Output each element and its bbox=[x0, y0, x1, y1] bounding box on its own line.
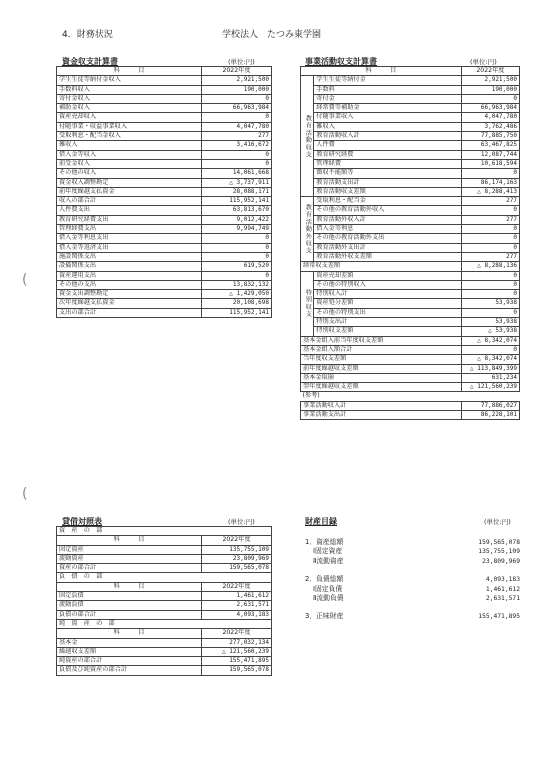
table-row bbox=[301, 252, 520, 261]
row-value: 2,921,500 bbox=[202, 76, 272, 85]
row-value: 277 bbox=[202, 132, 272, 141]
row-label: 教育活動収入計 bbox=[314, 132, 462, 141]
row-label: 資金収入調整勘定 bbox=[57, 178, 202, 187]
row-value: 2,631,571 bbox=[202, 601, 272, 610]
row-value: 13,832,132 bbox=[202, 280, 272, 289]
reference-header-row bbox=[301, 392, 520, 401]
row-value: 619,520 bbox=[202, 262, 272, 271]
row-value: 53,938 bbox=[461, 299, 519, 308]
row-value: 277 bbox=[461, 197, 519, 206]
table-row bbox=[57, 169, 272, 178]
group-label: 教育活動外収支 bbox=[301, 197, 314, 262]
inventory-row bbox=[305, 538, 520, 547]
row-label: 1．資産総額 bbox=[305, 538, 344, 546]
summary-row bbox=[301, 345, 520, 354]
row-value: 0 bbox=[202, 159, 272, 168]
row-value: 2,631,571 bbox=[485, 595, 520, 603]
row-value: 155,471,895 bbox=[202, 657, 272, 666]
row-value: △ 53,938 bbox=[461, 327, 519, 336]
row-value: 0 bbox=[202, 243, 272, 252]
row-value: 0 bbox=[461, 225, 519, 234]
row-label: Ⅰ固定資産 bbox=[313, 547, 343, 556]
row-value: 10,618,594 bbox=[461, 159, 519, 168]
inventory-row bbox=[305, 575, 520, 584]
reference-row bbox=[301, 401, 520, 410]
row-label: 教育活動外収支差額 bbox=[314, 252, 462, 261]
row-value: △ 8,288,136 bbox=[461, 262, 519, 271]
table-row bbox=[301, 159, 520, 168]
row-value: △ 1,429,050 bbox=[202, 290, 272, 299]
row-label: 教育活動外収入計 bbox=[314, 215, 462, 224]
row-label: 受取利息・配当金収入 bbox=[57, 132, 202, 141]
section-header-row bbox=[57, 573, 272, 582]
row-label: 支出の部合計 bbox=[57, 308, 202, 317]
row-value: 23,809,969 bbox=[202, 554, 272, 563]
table-row bbox=[57, 85, 272, 94]
row-label: 設備関係支出 bbox=[57, 262, 202, 271]
row-value: 0 bbox=[461, 308, 519, 317]
table-row bbox=[301, 178, 520, 187]
row-value: 63,467,825 bbox=[461, 141, 519, 150]
row-value: 86,174,163 bbox=[461, 178, 519, 187]
table-row bbox=[301, 215, 520, 224]
row-value: 115,952,141 bbox=[202, 197, 272, 206]
row-value: 14,061,668 bbox=[202, 169, 272, 178]
row-value: 4,093,183 bbox=[202, 610, 272, 619]
section-header: 負 債 の 部 bbox=[57, 573, 272, 582]
column-header-row bbox=[57, 629, 272, 638]
row-value: 77,886,027 bbox=[461, 401, 519, 410]
row-value: 0 bbox=[202, 271, 272, 280]
table-row bbox=[57, 554, 272, 563]
row-value: 0 bbox=[461, 169, 519, 178]
row-value: 53,938 bbox=[461, 318, 519, 327]
table-row bbox=[301, 197, 520, 206]
reference-row bbox=[301, 410, 520, 419]
activity-unit-label: (単位:円) bbox=[470, 58, 497, 66]
row-label: 教育活動支出計 bbox=[314, 178, 462, 187]
row-label: 補助金収入 bbox=[57, 104, 202, 113]
row-value: 66,963,984 bbox=[202, 104, 272, 113]
row-value: 3,762,486 bbox=[461, 122, 519, 131]
row-label: 管理経費支出 bbox=[57, 225, 202, 234]
row-label: 次年度繰越支払資金 bbox=[57, 299, 202, 308]
row-value: 0 bbox=[202, 150, 272, 159]
row-label: その他の特別収入 bbox=[314, 280, 462, 289]
row-label: 事業活動支出計 bbox=[301, 410, 462, 419]
column-header: 科 目 bbox=[57, 582, 202, 591]
table-row bbox=[301, 234, 520, 243]
table-row bbox=[57, 187, 272, 196]
row-value: 1,461,612 bbox=[485, 585, 520, 593]
table-row bbox=[57, 592, 272, 601]
table-row bbox=[57, 262, 272, 271]
table-row bbox=[57, 178, 272, 187]
row-label: 寄付金収入 bbox=[57, 94, 202, 103]
row-value: △ 113,849,399 bbox=[461, 364, 519, 373]
summary-row bbox=[301, 383, 520, 392]
table-row bbox=[301, 318, 520, 327]
table-row bbox=[301, 132, 520, 141]
row-value: △ 8,288,413 bbox=[461, 187, 519, 196]
table-row bbox=[301, 225, 520, 234]
row-label: 資産売却差額 bbox=[314, 271, 462, 280]
row-value: 190,000 bbox=[461, 85, 519, 94]
table-row bbox=[301, 206, 520, 215]
row-label: 資産処分差額 bbox=[314, 299, 462, 308]
row-label: 固定負債 bbox=[57, 592, 202, 601]
row-label: 手数料収入 bbox=[57, 85, 202, 94]
row-value: 77,885,750 bbox=[461, 132, 519, 141]
activity-statement-table bbox=[300, 66, 520, 420]
row-value: 9,994,749 bbox=[202, 225, 272, 234]
section-header: 純 資 産 の 部 bbox=[57, 619, 272, 628]
inventory-title: 財産目録 bbox=[305, 517, 337, 526]
row-value: 2,921,500 bbox=[461, 76, 519, 85]
row-label: 基本金 bbox=[57, 638, 202, 647]
table-row bbox=[57, 141, 272, 150]
row-label: 純資産の部合計 bbox=[57, 657, 202, 666]
row-value: 115,952,141 bbox=[202, 308, 272, 317]
row-value: 23,809,969 bbox=[482, 557, 520, 565]
row-value: 9,012,422 bbox=[202, 215, 272, 224]
table-row bbox=[301, 327, 520, 336]
column-header: 2022年度 bbox=[202, 629, 272, 638]
row-value: 20,108,698 bbox=[202, 299, 272, 308]
row-label: その他の収入 bbox=[57, 169, 202, 178]
row-label: 基本金組入前当年度収支差額 bbox=[301, 336, 462, 345]
inventory-row bbox=[305, 547, 520, 556]
row-label: Ⅱ流動資産 bbox=[313, 556, 344, 565]
row-value: △ 8,342,074 bbox=[461, 336, 519, 345]
row-label: 特別支出計 bbox=[314, 318, 462, 327]
summary-row bbox=[301, 373, 520, 382]
row-label: 人件費支出 bbox=[57, 206, 202, 215]
row-value: △ 8,342,074 bbox=[461, 355, 519, 364]
table-row bbox=[57, 545, 272, 554]
table-row bbox=[57, 132, 272, 141]
row-value: 0 bbox=[202, 94, 272, 103]
binder-hole-mark: ( bbox=[22, 486, 28, 502]
row-label: 負債及び純資産の部合計 bbox=[57, 666, 202, 675]
table-row bbox=[57, 104, 272, 113]
row-label: 借入金等利息 bbox=[314, 225, 462, 234]
table-row bbox=[57, 638, 272, 647]
row-label: Ⅰ固定負債 bbox=[313, 584, 343, 593]
cash-unit-label: (単位:円) bbox=[228, 58, 255, 66]
row-value: 0 bbox=[202, 113, 272, 122]
row-label: 徴収不能額等 bbox=[314, 169, 462, 178]
column-header-row bbox=[57, 582, 272, 591]
total-row bbox=[57, 564, 272, 573]
row-label: 雑収入 bbox=[57, 141, 202, 150]
table-row bbox=[301, 187, 520, 196]
row-value: 12,087,744 bbox=[461, 150, 519, 159]
balance-unit-label: (単位:円) bbox=[228, 518, 255, 526]
row-value: △ 121,560,239 bbox=[461, 383, 519, 392]
row-value: 0 bbox=[461, 280, 519, 289]
row-label: 翌年度繰越収支差額 bbox=[301, 383, 462, 392]
row-label: 人件費 bbox=[314, 141, 462, 150]
row-label: 事業活動収入計 bbox=[301, 401, 462, 410]
row-label: 学生生徒等納付金 bbox=[314, 76, 462, 85]
column-header: 2022年度 bbox=[202, 536, 272, 545]
row-value: 0 bbox=[461, 290, 519, 299]
cash-statement-table bbox=[56, 66, 272, 318]
table-row bbox=[301, 299, 520, 308]
row-value: 3,416,672 bbox=[202, 141, 272, 150]
table-row bbox=[57, 122, 272, 131]
table-row bbox=[57, 601, 272, 610]
reference-label: (参考) bbox=[301, 392, 520, 401]
table-row bbox=[301, 243, 520, 252]
row-value: 4,093,183 bbox=[485, 576, 520, 584]
spacer bbox=[305, 566, 520, 575]
ordinary-balance-row bbox=[301, 262, 520, 271]
section-heading: 4．財務状況 bbox=[62, 30, 113, 40]
row-label: 資産売却収入 bbox=[57, 113, 202, 122]
table-row bbox=[57, 206, 272, 215]
row-value: 0 bbox=[202, 252, 272, 261]
table-row bbox=[301, 290, 520, 299]
total-row bbox=[57, 197, 272, 206]
row-value: 1,461,612 bbox=[202, 592, 272, 601]
grand-total-row bbox=[57, 666, 272, 675]
total-row bbox=[57, 657, 272, 666]
column-header: 2022年度 bbox=[461, 67, 519, 76]
row-label: 管理経費 bbox=[314, 159, 462, 168]
group-label: 特別収支 bbox=[301, 271, 314, 336]
row-label: 借入金等利息支出 bbox=[57, 234, 202, 243]
summary-row bbox=[301, 355, 520, 364]
table-row bbox=[57, 159, 272, 168]
row-label: その他の支出 bbox=[57, 280, 202, 289]
row-label: 資産の部合計 bbox=[57, 564, 202, 573]
row-label: その他の教育活動外支出 bbox=[314, 234, 462, 243]
row-label: 経常収支差額 bbox=[301, 262, 462, 271]
row-label: その他の特別支出 bbox=[314, 308, 462, 317]
table-row bbox=[301, 122, 520, 131]
column-header: 科 目 bbox=[57, 629, 202, 638]
balance-sheet-title: 貸借対照表 bbox=[62, 517, 102, 526]
column-header: 2022年度 bbox=[202, 67, 272, 76]
row-label: 収入の部合計 bbox=[57, 197, 202, 206]
row-value: △ 121,560,239 bbox=[202, 647, 272, 656]
row-value: 0 bbox=[461, 345, 519, 354]
row-label: 寄付金 bbox=[314, 94, 462, 103]
row-value: 277 bbox=[461, 252, 519, 261]
row-label: 流動資産 bbox=[57, 554, 202, 563]
row-value: 4,047,780 bbox=[202, 122, 272, 131]
row-label: 借入金等収入 bbox=[57, 150, 202, 159]
activity-statement-title: 事業活動収支計算書 bbox=[305, 57, 377, 66]
table-row bbox=[301, 94, 520, 103]
row-label: 前年度繰越収支差額 bbox=[301, 364, 462, 373]
table-row bbox=[57, 76, 272, 85]
summary-row bbox=[301, 336, 520, 345]
row-value: 155,471,895 bbox=[478, 613, 520, 621]
row-label: 付随事業収入 bbox=[314, 113, 462, 122]
row-label: 資金支出調整勘定 bbox=[57, 290, 202, 299]
row-label: 固定資産 bbox=[57, 545, 202, 554]
inventory-row bbox=[305, 612, 520, 621]
row-value: 277,032,134 bbox=[202, 638, 272, 647]
row-label: 経常費等補助金 bbox=[314, 104, 462, 113]
table-row bbox=[57, 150, 272, 159]
table-row bbox=[301, 169, 520, 178]
row-label: 基本金組入額合計 bbox=[301, 345, 462, 354]
column-header: 2022年度 bbox=[202, 582, 272, 591]
section-header-row bbox=[57, 527, 272, 536]
row-label: 前年度繰越支払資金 bbox=[57, 187, 202, 196]
table-row bbox=[57, 225, 272, 234]
row-label: 特別収入計 bbox=[314, 290, 462, 299]
column-header: 科 目 bbox=[301, 67, 462, 76]
row-value: 63,813,670 bbox=[202, 206, 272, 215]
row-value: 277 bbox=[461, 215, 519, 224]
table-row bbox=[57, 271, 272, 280]
row-label: 繰越収支差額 bbox=[57, 647, 202, 656]
table-row bbox=[301, 85, 520, 94]
row-label: 資産運用支出 bbox=[57, 271, 202, 280]
organization-name: 学校法人 たつみ東学園 bbox=[222, 30, 322, 40]
table-row bbox=[301, 308, 520, 317]
table-row bbox=[57, 280, 272, 289]
table-row bbox=[57, 243, 272, 252]
row-label: その他の教育活動外収入 bbox=[314, 206, 462, 215]
row-value: 159,565,078 bbox=[478, 539, 520, 546]
row-value: △ 3,737,911 bbox=[202, 178, 272, 187]
row-label: 施設関係支出 bbox=[57, 252, 202, 261]
row-label: 特別収支差額 bbox=[314, 327, 462, 336]
row-value: 190,000 bbox=[202, 85, 272, 94]
row-value: 0 bbox=[461, 94, 519, 103]
row-value: 0 bbox=[461, 243, 519, 252]
balance-sheet-table bbox=[56, 526, 272, 676]
row-value: 28,088,171 bbox=[202, 187, 272, 196]
row-value: 4,047,780 bbox=[461, 113, 519, 122]
row-label: 手数料 bbox=[314, 85, 462, 94]
row-label: 2．負債総額 bbox=[305, 575, 344, 584]
total-row bbox=[57, 308, 272, 317]
column-header: 科 目 bbox=[57, 536, 202, 545]
group-label: 教育活動収支 bbox=[301, 76, 314, 197]
row-label: 流動負債 bbox=[57, 601, 202, 610]
inventory-unit-label: (単位:円) bbox=[484, 518, 511, 526]
binder-hole-mark: ( bbox=[22, 272, 28, 288]
inventory-list bbox=[305, 538, 520, 622]
section-header: 資 産 の 部 bbox=[57, 527, 272, 536]
table-row bbox=[301, 104, 520, 113]
row-label: 負債の部合計 bbox=[57, 610, 202, 619]
table-row bbox=[301, 113, 520, 122]
row-label: 受取利息・配当金 bbox=[314, 197, 462, 206]
cash-statement-title: 資金収支計算書 bbox=[62, 57, 118, 66]
table-row bbox=[57, 94, 272, 103]
section-header-row bbox=[57, 619, 272, 628]
row-label: 当年度収支差額 bbox=[301, 355, 462, 364]
row-label: 教育研究経費支出 bbox=[57, 215, 202, 224]
row-value: 631,234 bbox=[461, 373, 519, 382]
table-row bbox=[301, 280, 520, 289]
row-label: 学生生徒等納付金収入 bbox=[57, 76, 202, 85]
summary-row bbox=[301, 364, 520, 373]
row-value: 135,755,109 bbox=[202, 545, 272, 554]
table-row bbox=[301, 76, 520, 85]
inventory-row bbox=[305, 594, 520, 603]
inventory-row bbox=[305, 557, 520, 566]
total-row bbox=[57, 610, 272, 619]
row-label: 教育研究経費 bbox=[314, 150, 462, 159]
table-row bbox=[57, 113, 272, 122]
row-label: Ⅱ流動負債 bbox=[313, 594, 344, 603]
row-value: 135,755,109 bbox=[478, 548, 520, 556]
row-label: 借入金等返済支出 bbox=[57, 243, 202, 252]
table-row bbox=[301, 150, 520, 159]
row-value: 66,963,984 bbox=[461, 104, 519, 113]
table-row bbox=[57, 299, 272, 308]
column-header-row bbox=[57, 536, 272, 545]
table-row bbox=[57, 252, 272, 261]
row-value: 0 bbox=[461, 206, 519, 215]
row-label: 雑収入 bbox=[314, 122, 462, 131]
row-value: 159,565,078 bbox=[202, 666, 272, 675]
row-label: 前受金収入 bbox=[57, 159, 202, 168]
row-label: 3．正味財産 bbox=[305, 612, 344, 621]
table-row bbox=[57, 215, 272, 224]
row-value: 0 bbox=[461, 271, 519, 280]
table-row bbox=[57, 647, 272, 656]
row-value: 0 bbox=[461, 234, 519, 243]
row-value: 86,228,101 bbox=[461, 410, 519, 419]
table-row bbox=[57, 290, 272, 299]
row-label: 基本金取崩 bbox=[301, 373, 462, 382]
table-row bbox=[301, 141, 520, 150]
row-value: 0 bbox=[202, 234, 272, 243]
row-value: 159,565,078 bbox=[202, 564, 272, 573]
row-label: 教育活動収支差額 bbox=[314, 187, 462, 196]
inventory-row bbox=[305, 585, 520, 594]
table-row bbox=[57, 234, 272, 243]
column-header: 科 目 bbox=[57, 67, 202, 76]
table-row bbox=[301, 271, 520, 280]
row-label: 教育活動外支出計 bbox=[314, 243, 462, 252]
row-label: 付随事業・収益事業収入 bbox=[57, 122, 202, 131]
